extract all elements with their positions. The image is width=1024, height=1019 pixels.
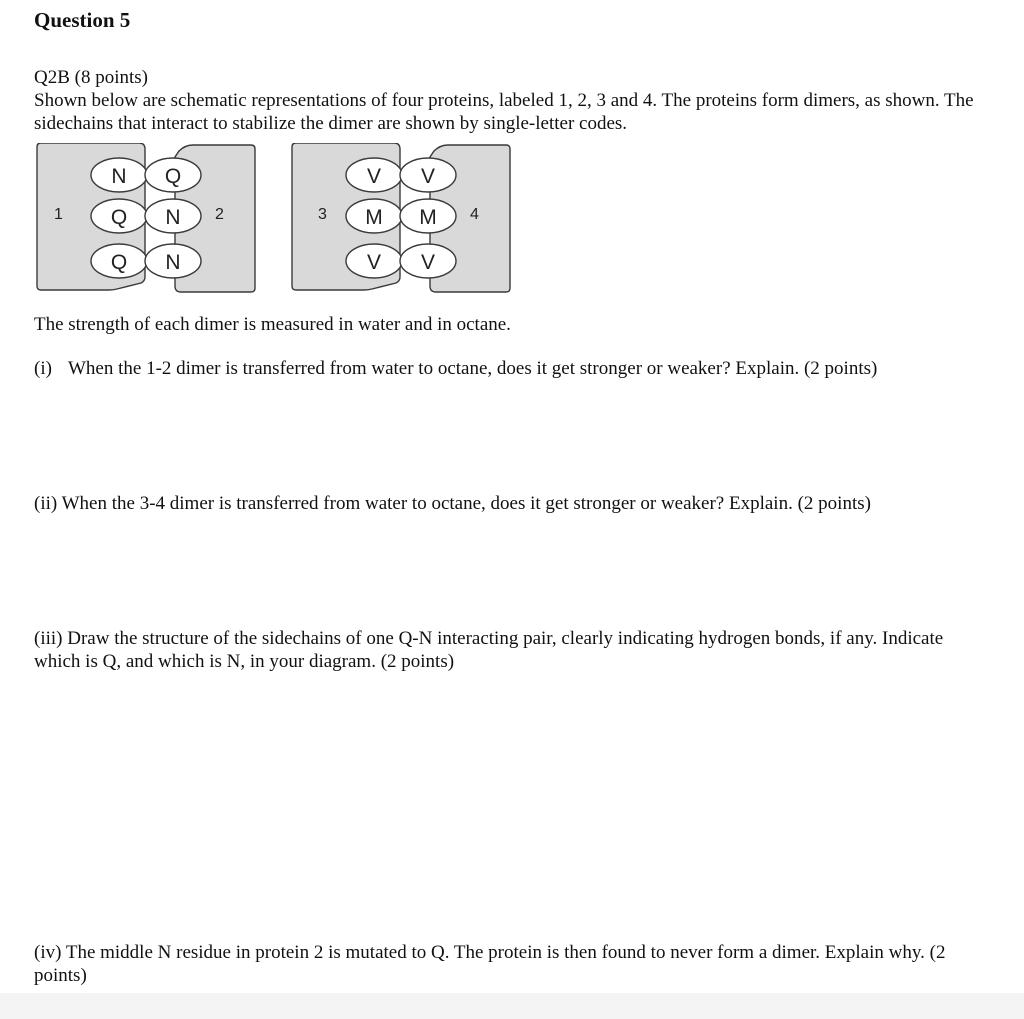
residue-letter: Q bbox=[110, 206, 128, 229]
protein-label-3: 3 bbox=[318, 206, 327, 223]
residue-letter: V bbox=[366, 251, 382, 274]
residue-letter: N bbox=[165, 206, 181, 229]
intro-text: Shown below are schematic representations of four proteins, labeled 1, 2, 3 and 4. The proteins form dimers, as shown. The sidechains that interact to stabilize the dimer are shown by single-letter codes. bbox=[34, 90, 974, 134]
residue-letter: Q bbox=[164, 165, 182, 188]
question-i-number: (i) bbox=[34, 358, 52, 379]
residue-letter: N bbox=[165, 251, 181, 274]
residue-letter: N bbox=[111, 165, 127, 188]
residue-letter: M bbox=[365, 206, 383, 229]
residue-letter: M bbox=[419, 206, 437, 229]
residue-letter: V bbox=[420, 165, 436, 188]
protein-label-4: 4 bbox=[470, 206, 479, 223]
question-i-text: When the 1-2 dimer is transferred from water to octane, does it get stronger or weaker? Explain. (2 points) bbox=[68, 358, 878, 379]
dimer-3-4 bbox=[292, 143, 510, 292]
part-header: Q2B (8 points) bbox=[34, 67, 148, 88]
page-bottom-band bbox=[0, 993, 1024, 1019]
measure-text: The strength of each dimer is measured in water and in octane. bbox=[34, 314, 511, 335]
protein-label-1: 1 bbox=[54, 206, 63, 223]
question-ii: (ii) When the 3-4 dimer is transferred from water to octane, does it get stronger or weaker? Explain. (2 points) bbox=[34, 493, 871, 514]
residue-letter: V bbox=[420, 251, 436, 274]
residue-letter: V bbox=[366, 165, 382, 188]
protein-label-2: 2 bbox=[215, 206, 224, 223]
question-title: Question 5 bbox=[34, 8, 131, 32]
question-iii: (iii) Draw the structure of the sidechains of one Q-N interacting pair, clearly indicating hydrogen bonds, if any. Indicate which is Q, and which is N, in your diagram. (2 points) bbox=[34, 628, 944, 672]
question-iv: (iv) The middle N residue in protein 2 is mutated to Q. The protein is then found to never form a dimer. Explain why. (2 points) bbox=[34, 942, 946, 986]
dimer-schematic-figure bbox=[35, 143, 515, 295]
residue-letter: Q bbox=[110, 251, 128, 274]
dimer-1-2 bbox=[37, 143, 255, 292]
question-i bbox=[34, 357, 994, 380]
